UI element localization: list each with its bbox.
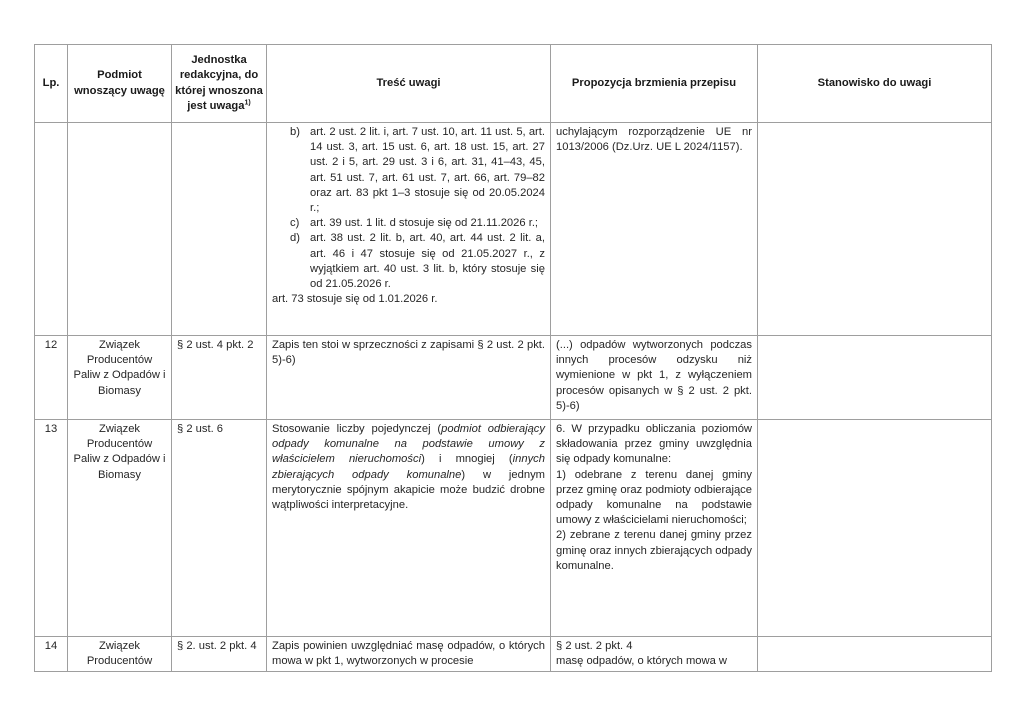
list-item	[272, 216, 545, 231]
list-marker: d)	[290, 232, 300, 245]
list-item	[272, 231, 545, 292]
table-row	[35, 336, 992, 420]
header-tresc: Treść uwagi	[267, 45, 551, 123]
propozycja-paragraph: masę odpadów, o których mowa w	[556, 655, 728, 668]
cell-propozycja: uchylającym rozporządzenie UE nr 1013/2006 (Dz.Urz. UE L 2024/1157).	[551, 123, 758, 336]
cell-lp	[35, 123, 68, 336]
list-text: art. 2 ust. 2 lit. i, art. 7 ust. 10, art. 11 ust. 5, art. 14 ust. 3, art. 15 ust. 6, art. 18 ust. 15, art. 27 ust. 2 i 5, art. 29 ust. 3 i 6, art. 31, 41–43, 45, art. 51 ust. 7, art. 61 ust. 7, art. 66, art. 79–82 oraz art. 83 pkt 1–3 stosuje się od 20.05.2024 r.;	[310, 126, 545, 215]
header-stanowisko: Stanowisko do uwagi	[758, 45, 992, 123]
cell-stanowisko	[758, 336, 992, 420]
tresc-tail: art. 73 stosuje się od 1.01.2026 r.	[272, 293, 438, 306]
list-marker: c)	[290, 217, 300, 230]
header-lp: Lp.	[35, 45, 68, 123]
header-row	[35, 45, 992, 123]
list-text: art. 39 ust. 1 lit. d stosuje się od 21.11.2026 r.;	[310, 217, 539, 230]
cell-podmiot: Związek Producentów	[68, 637, 172, 672]
cell-tresc	[267, 420, 551, 637]
cell-stanowisko	[758, 420, 992, 637]
cell-propozycja	[551, 637, 758, 672]
cell-jednostka: § 2 ust. 6	[172, 420, 267, 637]
table-row	[35, 420, 992, 637]
header-jednostka	[172, 45, 267, 123]
cell-lp: 14	[35, 637, 68, 672]
table-row	[35, 637, 992, 672]
tresc-italic: podmiot odbierający odpady komunalne na podstawie umowy z właścicielem nieruchomości	[272, 423, 545, 466]
footnote-marker: 1)	[244, 99, 251, 107]
propozycja-paragraph: 2) zebrane z terenu danej gminy przez gminę oraz innych zbierających odpady komunalne.	[556, 529, 752, 572]
cell-tresc: Zapis ten stoi w sprzeczności z zapisami § 2 ust. 2 pkt. 5)-6)	[267, 336, 551, 420]
cell-tresc	[267, 123, 551, 336]
cell-jednostka	[172, 123, 267, 336]
cell-stanowisko	[758, 637, 992, 672]
header-jednostka-text: Jednostka redakcyjna, do której wnoszona jest uwaga	[175, 53, 263, 112]
tresc-text: Stosowanie liczby pojedynczej (	[272, 423, 442, 435]
cell-tresc: Zapis powinien uwzględniać masę odpadów, o których mowa w pkt 1, wytworzonych w procesie	[267, 637, 551, 672]
cell-propozycja	[551, 420, 758, 637]
list-item	[272, 125, 545, 216]
cell-lp: 13	[35, 420, 68, 637]
tresc-italic: innych zbierających odpady komunalne	[272, 453, 545, 481]
cell-jednostka: § 2 ust. 4 pkt. 2	[172, 336, 267, 420]
cell-podmiot: Związek Producentów Paliw z Odpadów i Biomasy	[68, 420, 172, 637]
header-propozycja: Propozycja brzmienia przepisu	[551, 45, 758, 123]
table-row-continuation	[35, 123, 992, 336]
cell-podmiot	[68, 123, 172, 336]
propozycja-paragraph: 6. W przypadku obliczania poziomów składowania przez gminy uwzględnia się odpady komunalne:	[556, 423, 752, 466]
cell-stanowisko	[758, 123, 992, 336]
tresc-list	[272, 125, 545, 292]
propozycja-paragraph: 1) odebrane z terenu danej gminy przez gminę oraz podmioty odbierające odpady komunalne na podstawie umowy z właścicielami nieruchomości;	[556, 468, 752, 527]
cell-jednostka: § 2. ust. 2 pkt. 4	[172, 637, 267, 672]
propozycja-paragraph: § 2 ust. 2 pkt. 4	[556, 640, 633, 652]
cell-podmiot: Związek Producentów Paliw z Odpadów i Biomasy	[68, 336, 172, 420]
tresc-text: ) w jednym merytorycznie spójnym akapicie może budzić drobne wątpliwości interpretacyjne.	[272, 468, 545, 512]
comments-table	[34, 44, 992, 672]
cell-lp: 12	[35, 336, 68, 420]
tresc-text: ) i mnogiej (	[421, 453, 513, 466]
list-marker: b)	[290, 126, 300, 138]
list-text: art. 38 ust. 2 lit. b, art. 40, art. 44 ust. 2 lit. a, art. 46 i 47 stosuje się od 21.05.2027 r., z wyjątkiem art. 40 ust. 3 lit. b, który stosuje się od 21.05.2026 r.	[310, 232, 545, 291]
header-podmiot: Podmiot wnoszący uwagę	[68, 45, 172, 123]
cell-propozycja: (...) odpadów wytworzonych podczas innych procesów odzysku niż wymienione w pkt 1, z wyłączeniem procesów opisanych w § 2 ust. 2 pkt. 5)-6)	[551, 336, 758, 420]
